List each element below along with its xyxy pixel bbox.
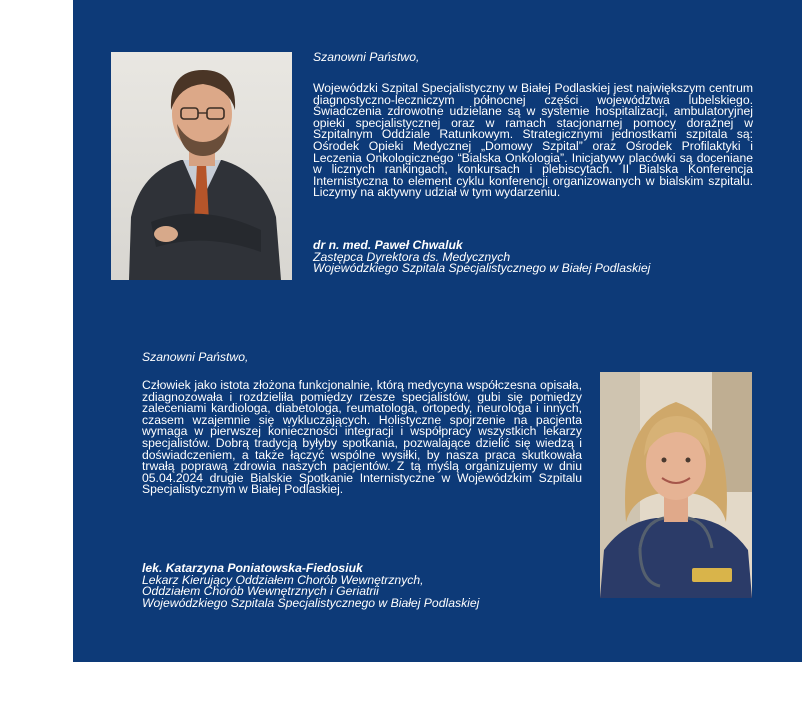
section1-signature-line: Wojewódzkiego Szpitala Specjalistycznego w Białej Podlaskiej bbox=[313, 261, 651, 276]
section1-body: Wojewódzki Szpital Specjalistyczny w Białej Podlaskiej jest największym centrum diagnostyczno-leczniczym północnej części województwa lubelskiego. Świadczenia zdrowotne udzielane są w systemie hospitalizacji, ambulatoryjnej opieki specjalistycznej oraz w ramach stacjonarnej pomocy doraźnej w Szpitalnym Oddziale Ratunkowym. Strategicznymi jednostkami szpitala są: Ośrodek Opieki Medycznej „Domowy Szpital” oraz Ośrodek Profilaktyki i Leczenia Onkologicznego “Bialska Onkologia”. Inicjatywy placówki są doceniane w licznych rankingach, konkursach i plebiscytach. II Bialska Konferencja Internistyczna to element cyklu konferencji organizowanych w bialskim szpitalu. Liczymy na aktywny udział w tym wydarzeniu. bbox=[313, 81, 753, 200]
section2-signature-line: Oddziałem Chorób Wewnętrznych i Geriatrii bbox=[142, 584, 379, 599]
male-doctor-portrait-icon bbox=[111, 52, 292, 280]
section2-signature-name: lek. Katarzyna Poniatowska-Fiedosiuk bbox=[142, 561, 363, 575]
section1-signature-name: dr n. med. Paweł Chwaluk bbox=[313, 238, 463, 252]
section2-signature-line: Wojewódzkiego Szpitala Specjalistycznego w Białej Podlaskiej bbox=[142, 595, 480, 610]
section2-salutation: Szanowni Państwo, bbox=[142, 350, 249, 364]
section2-body: Człowiek jako istota złożona funkcjonalnie, którą medycyna współczesna opisała, zdiagnozowała i rozdzieliła pomiędzy rzesze specjalistów, gubi się pomiędzy zaleceniami kardiologa, diabetologa, reumatologa, ortopedy, neurologa i innych, czasem wzajemnie się wykluczających. Holistyczne spojrzenie na pacjenta wymaga w pierwszej konieczności integracji i współpracy wszystkich lekarzy specjalistów. Dobrą tradycją byłyby spotkania, pozwalające dzielić się wiedzą i doświadczeniem, a także łączyć wspólne wysiłki, by nasza praca skutkowała trwałą poprawą zdrowia naszych pacjentów. Z tą myślą organizujemy w dniu 05.04.2024 drugie Bialskie Spotkanie Internistyczne w Wojewódzkim Szpitalu Specjalistycznym w Białej Podlaskiej. bbox=[142, 378, 582, 497]
section1-signature bbox=[313, 240, 733, 275]
section2-signature bbox=[142, 563, 562, 609]
section2-signature-line: Lekarz Kierujący Oddziałem Chorób Wewnętrznych, bbox=[142, 572, 424, 587]
female-doctor-portrait-icon bbox=[600, 372, 752, 598]
section1-signature-line: Zastępca Dyrektora ds. Medycznych bbox=[313, 249, 511, 264]
section1-salutation: Szanowni Państwo, bbox=[313, 50, 420, 64]
